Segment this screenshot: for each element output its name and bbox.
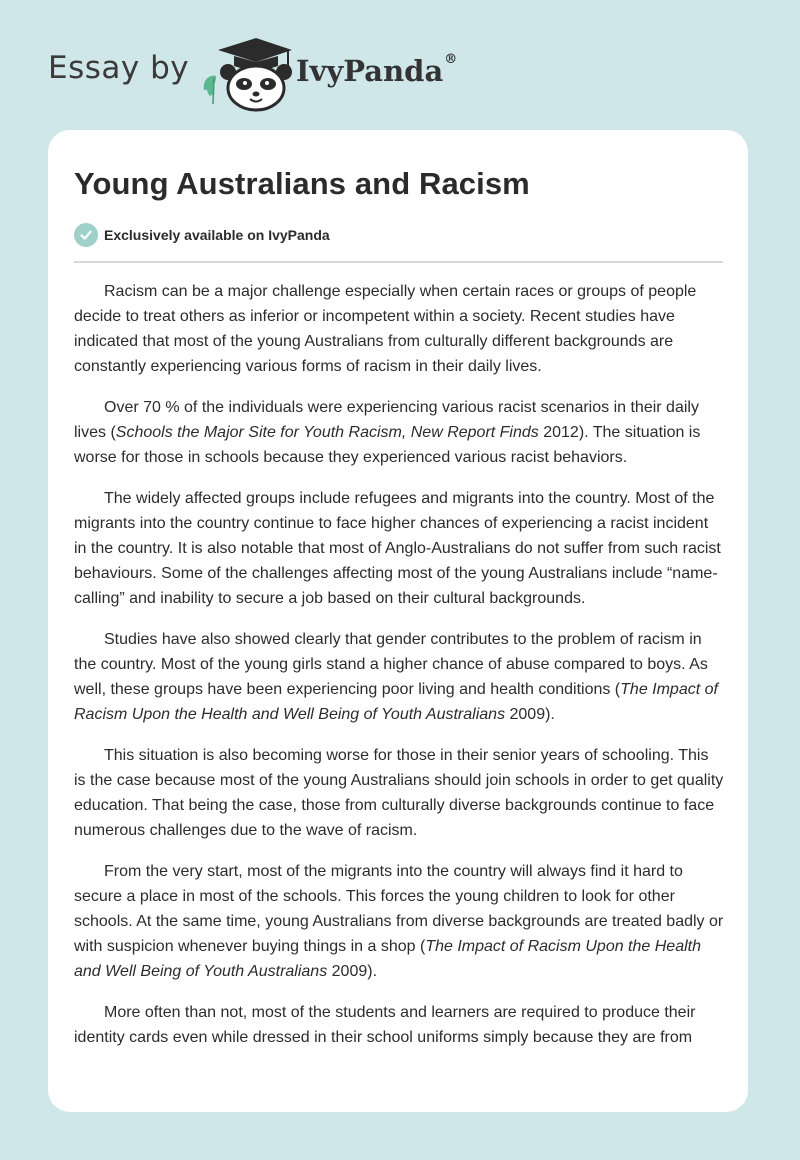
essay-by-label: Essay by — [48, 50, 190, 86]
citation-title: The Impact of Racism Upon the Health and Well Being of Youth Australians — [74, 938, 701, 980]
essay-paragraph — [74, 279, 724, 379]
essay-card — [48, 130, 748, 1112]
paragraph-text: 2009). — [327, 963, 378, 980]
essay-body — [74, 279, 724, 1066]
essay-paragraph — [74, 486, 724, 611]
paragraph-text: More often than not, most of the students and learners are required to produce their identity cards even while dressed in their school uniforms simply because they are from — [74, 1004, 696, 1046]
site-header — [48, 32, 748, 112]
essay-paragraph — [74, 627, 724, 727]
registered-mark: ® — [444, 52, 458, 67]
citation-title: Schools the Major Site for Youth Racism, New Report Finds — [115, 424, 539, 441]
panda-logo-icon[interactable] — [200, 34, 294, 112]
essay-title: Young Australians and Racism — [74, 166, 530, 201]
exclusive-badge-label: Exclusively available on IvyPanda — [104, 227, 330, 243]
check-circle-icon — [74, 223, 98, 247]
citation-title: The Impact of Racism Upon the Health and Well Being of Youth Australians — [74, 681, 718, 723]
paragraph-text: Studies have also showed clearly that gender contributes to the problem of racism in the country. Most of the young girls stand a higher chance of abuse compared to boys. As well, these groups have been experiencing poor living and health conditions ( — [74, 631, 708, 698]
paragraph-text: From the very start, most of the migrants into the country will always find it hard to secure a place in most of the schools. This forces the young children to look for other schools. At the same time, young Australians from diverse backgrounds are treated badly or with suspicion whenever buying things in a shop ( — [74, 863, 724, 955]
title-divider — [74, 261, 723, 263]
essay-paragraph — [74, 395, 724, 470]
paragraph-text: The widely affected groups include refugees and migrants into the country. Most of the migrants into the country continue to face higher chances of experiencing a racist incident in the country. It is also notable that most of Anglo-Australians do not suffer from such racist behaviours. Some of the challenges affecting most of the young Australians include “name-calling” and inability to secure a job based on their cultural backgrounds. — [74, 490, 721, 607]
essay-paragraph — [74, 859, 724, 984]
exclusive-badge — [74, 222, 330, 248]
paragraph-text: 2012). The situation is worse for those in schools because they experienced various racist behaviors. — [74, 424, 701, 466]
brand-name[interactable]: IvyPanda® — [296, 52, 458, 88]
paragraph-text: Over 70 % of the individuals were experiencing various racist scenarios in their daily lives ( — [74, 399, 699, 441]
paragraph-text: This situation is also becoming worse for those in their senior years of schooling. This is the case because most of the young Australians should join schools in order to get quality education. That being the case, those from culturally diverse backgrounds continue to face numerous challenges due to the wave of racism. — [74, 747, 724, 839]
essay-paragraph — [74, 1000, 724, 1050]
paragraph-text: 2009). — [505, 706, 555, 723]
essay-paragraph — [74, 743, 724, 843]
paragraph-text: Racism can be a major challenge especially when certain races or groups of people decide to treat others as inferior or incompetent within a society. Recent studies have indicated that most of the young Australians from culturally different backgrounds are constantly experiencing various forms of racism in their daily lives. — [74, 283, 697, 375]
